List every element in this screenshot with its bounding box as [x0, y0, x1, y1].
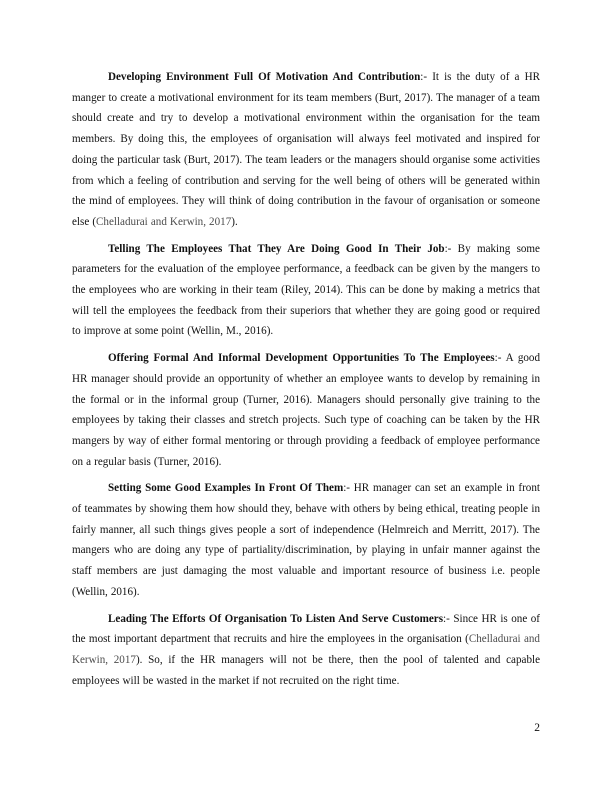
- heading-separator: :-: [343, 482, 350, 495]
- paragraph-heading: Leading The Efforts Of Organisation To Listen And Serve Customers: [108, 612, 444, 625]
- paragraph-body: It is the duty of a HR manger to create a motivational environment for its team members (Burt, 2017). The manager of a team should create and try to develop a motivational environment within the organisation for the team members. By doing this, the employees of organisation will always feel motivated and inspired for doing the particular task (Burt, 2017). The team leaders or the managers should organise some activities from which a feeling of contribution and serving for the well being of others will be generated within the mind of employees. They will think of doing contribution in the favour of organisation or someone else (: [72, 71, 540, 228]
- paragraph-tail: ). So, if the HR managers will not be there, then the pool of talented and capable employees will be wasted in the market if not recruited on the right time.: [72, 653, 540, 687]
- paragraph-body: Since HR is one of the most important department that recruits and hire the employees in the organisation (: [72, 612, 540, 646]
- paragraph-development-opportunities: [72, 348, 540, 472]
- paragraph-body: A good HR manager should provide an opportunity of whether an employee wants to develop by remaining in the formal or in the informal group (Turner, 2016). Managers should personally give training to the employees by taking their classes and stretch projects. Such type of coaching can be taken by the HR mangers by way of either formal mentoring or through providing a feedback of employee performance on a regular basis (Turner, 2016).: [72, 352, 541, 468]
- paragraph-motivation-environment: [72, 67, 540, 233]
- heading-separator: :-: [443, 612, 450, 625]
- page-number: 2: [534, 722, 540, 734]
- paragraph-heading: Offering Formal And Informal Development Opportunities To The Employees: [108, 352, 495, 365]
- heading-separator: :-: [420, 71, 428, 83]
- paragraph-heading: Setting Some Good Examples In Front Of Them: [108, 482, 344, 495]
- paragraph-serve-customers: [72, 609, 540, 692]
- paragraph-telling-employees: [72, 239, 540, 343]
- paragraph-body: By making some parameters for the evaluation of the employee performance, a feedback can be given by the mangers to the employees who are working in their team (Riley, 2014). This can be done by making a metrics that will tell the employees the feedback from their superiors that whether they are going good or required to improve at some point (Wellin, M., 2016).: [72, 242, 540, 338]
- heading-separator: :-: [494, 352, 502, 365]
- citation-text: Chelladurai and Kerwin, 2017: [72, 633, 540, 666]
- paragraph-body: HR manager can set an example in front of teammates by showing them how should they, behave with others by being ethical, treating people in fairly manner, all such things gives people a sort of independence (Helmreich and Merritt, 2017). The mangers who are doing any type of partiality/discrimination, by playing in unfair manner against the staff members are just damaging the most valuable and important resource of business i.e. people (Wellin, 2016).: [72, 482, 540, 598]
- paragraph-heading: Developing Environment Full Of Motivation And Contribution: [108, 71, 421, 83]
- heading-separator: :-: [444, 242, 452, 255]
- paragraph-tail: ).: [231, 215, 238, 228]
- citation-text: Chelladurai and Kerwin, 2017: [96, 215, 232, 228]
- paragraph-good-examples: [72, 478, 540, 602]
- paragraph-heading: Telling The Employees That They Are Doing Good In Their Job: [108, 242, 445, 255]
- document-page: [72, 67, 540, 697]
